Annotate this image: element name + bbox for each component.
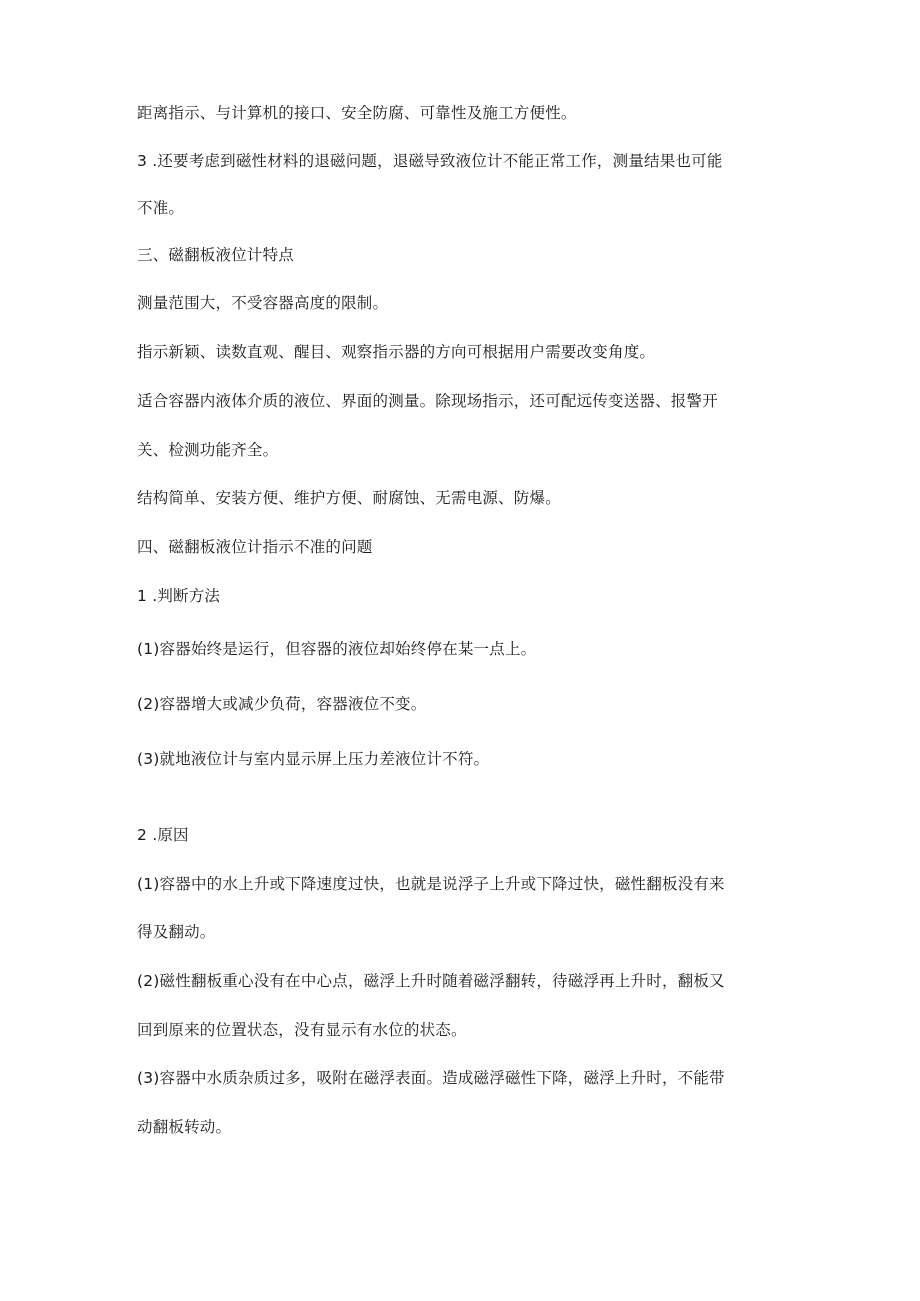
text-line-7: 适合容器内液体介质的液位、界面的测量。除现场指示，还可配远传变送器、报警开 — [137, 392, 718, 410]
text-line-16: (1)容器中的水上升或下降速度过快，也就是说浮子上升或下降过快，磁性翻板没有来 — [137, 875, 725, 893]
text-line-18: (2)磁性翻板重心没有在中心点，磁浮上升时随着磁浮翻转，待磁浮再上升时，翻板又 — [137, 972, 725, 990]
subheading-cause: 2 .原因 — [137, 826, 189, 844]
text-line-3: 不准。 — [137, 199, 185, 217]
section-heading-problems: 四、磁翻板液位计指示不准的问题 — [137, 538, 373, 556]
text-line-9: 结构简单、安装方便、维护方便、耐腐蚀、无需电源、防爆。 — [137, 489, 561, 507]
text-line-17: 得及翻动。 — [137, 923, 216, 941]
section-heading-features: 三、磁翻板液位计特点 — [137, 246, 295, 264]
text-line-21: 动翻板转动。 — [137, 1118, 232, 1136]
text-line-12: (1)容器始终是运行，但容器的液位却始终停在某一点上。 — [137, 640, 537, 658]
text-line-20: (3)容器中水质杂质过多，吸附在磁浮表面。造成磁浮磁性下降，磁浮上升时，不能带 — [137, 1069, 725, 1087]
text-line-5: 测量范围大，不受容器高度的限制。 — [137, 294, 389, 312]
text-line-13: (2)容器增大或减少负荷，容器液位不变。 — [137, 695, 427, 713]
text-line-14: (3)就地液位计与室内显示屏上压力差液位计不符。 — [137, 750, 490, 768]
text-line-8: 关、检测功能齐全。 — [137, 441, 279, 459]
text-line-2: 3 .还要考虑到磁性材料的退磁问题，退磁导致液位计不能正常工作，测量结果也可能 — [137, 152, 723, 170]
text-line-6: 指示新颖、读数直观、醒目、观察指示器的方向可根据用户需要改变角度。 — [137, 343, 656, 361]
subheading-judgment: 1 .判断方法 — [137, 587, 221, 605]
text-line-1: 距离指示、与计算机的接口、安全防腐、可靠性及施工方便性。 — [137, 104, 577, 122]
text-line-19: 回到原来的位置状态，没有显示有水位的状态。 — [137, 1021, 467, 1039]
